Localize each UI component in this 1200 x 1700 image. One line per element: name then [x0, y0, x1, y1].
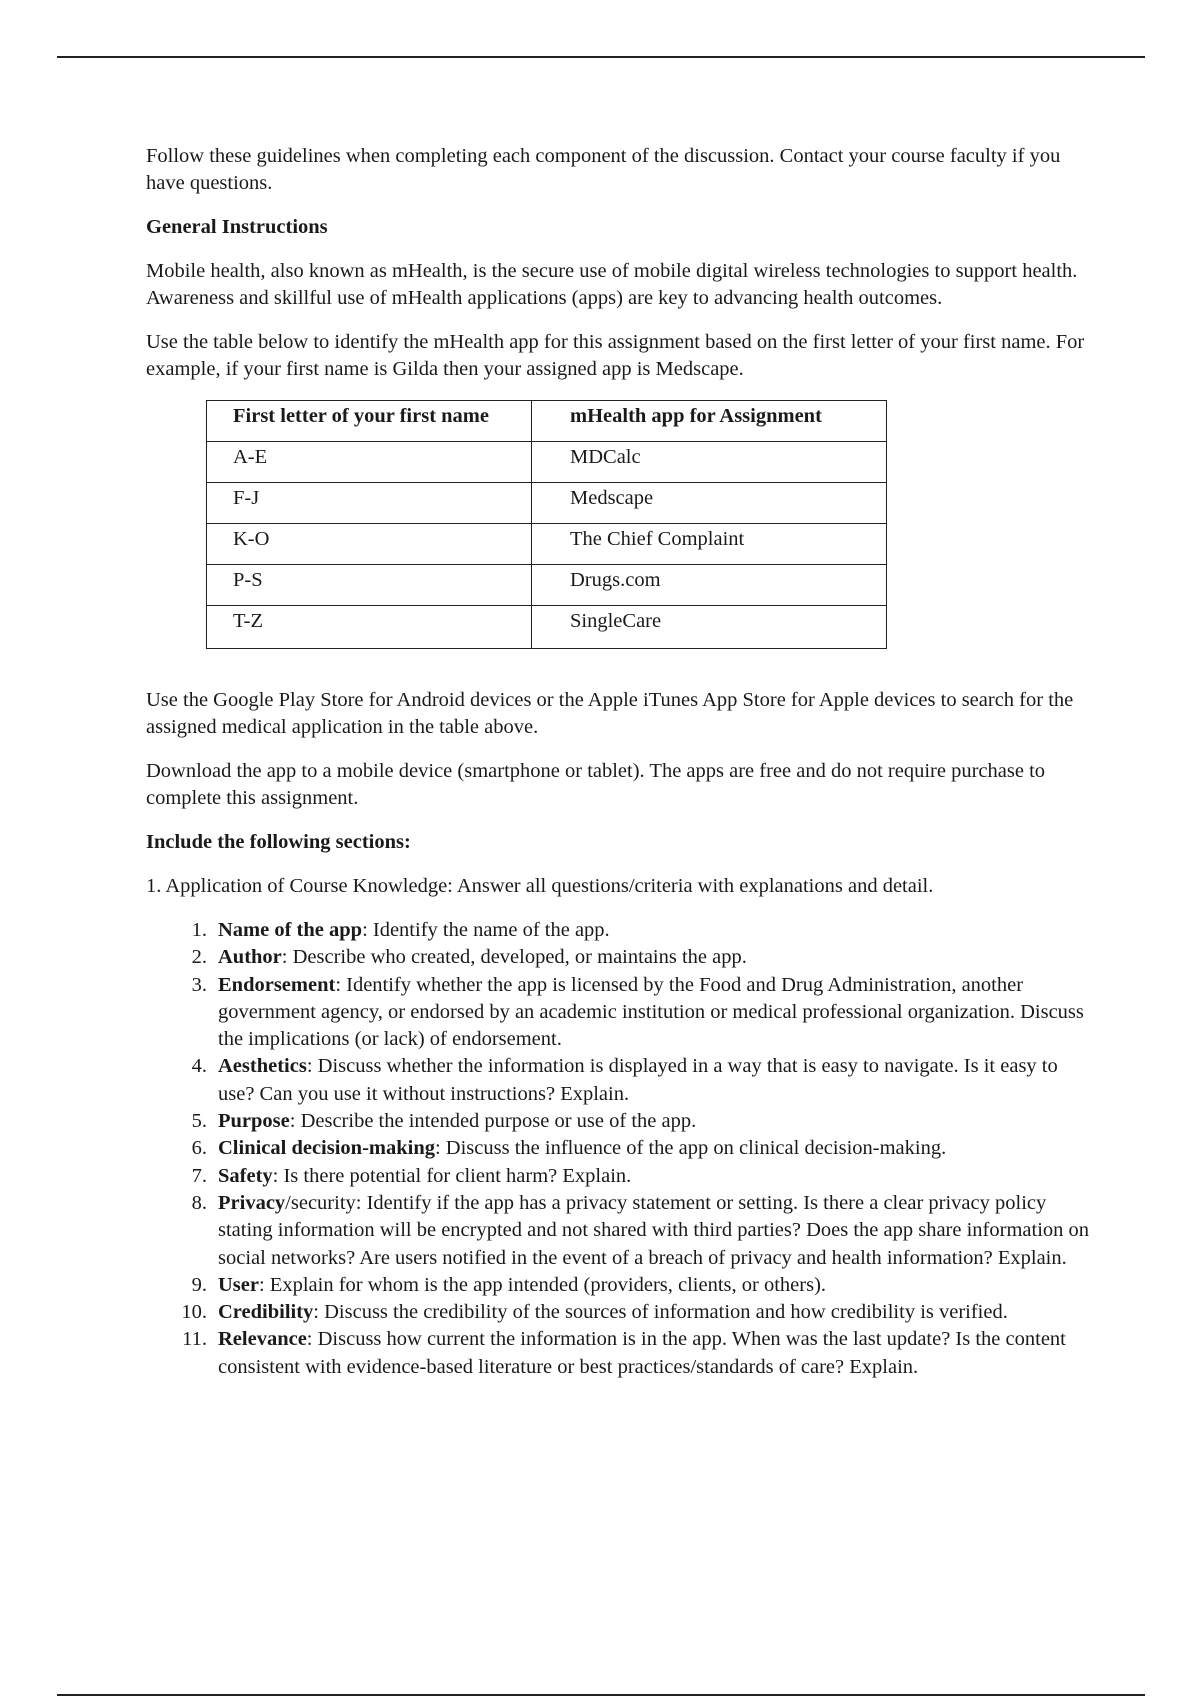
item-term: Safety	[218, 1164, 273, 1187]
item-term: Privacy	[218, 1191, 286, 1214]
item-term: Endorsement	[218, 973, 336, 996]
download-paragraph: Download the app to a mobile device (smartphone or tablet). The apps are free and do not require purchase to complete this assignment.	[146, 760, 1046, 809]
item-text: : Discuss how current the information is in the app. When was the last update? Is the content consistent with evidence-based literature or best practices/standards of care? Explain.	[218, 1328, 1066, 1378]
item-text: : Discuss the influence of the app on clinical decision-making.	[434, 1137, 947, 1160]
item-text: : Identify whether the app is licensed by the Food and Drug Administration, another government agency, or endorsed by an academic institution or medical professional organization. Discuss the implications (or lack) of endorsement.	[218, 973, 1084, 1051]
item-text: : Is there potential for client harm? Explain.	[272, 1164, 632, 1187]
list-item	[180, 1108, 1096, 1135]
letter-range-cell: P-S	[207, 565, 532, 606]
sections-heading: Include the following sections:	[146, 831, 411, 853]
app-name-cell: Medscape	[532, 483, 887, 524]
letter-range-cell: T-Z	[207, 606, 532, 649]
table-row	[207, 524, 887, 565]
app-name-cell: Drugs.com	[532, 565, 887, 606]
item-number: 11.	[182, 1328, 207, 1351]
item-term: User	[218, 1273, 259, 1296]
table-header-row	[207, 401, 887, 442]
intro-paragraph: Follow these guidelines when completing each component of the discussion. Contact your course faculty if you have questions.	[146, 145, 1061, 194]
item-term: Credibility	[218, 1301, 314, 1324]
item-term: Relevance	[218, 1328, 307, 1351]
app-name-cell: MDCalc	[532, 442, 887, 483]
item-number: 3.	[191, 973, 207, 996]
item-number: 10.	[181, 1301, 207, 1324]
item-number: 8.	[191, 1191, 207, 1214]
list-item	[180, 944, 1096, 971]
list-item	[180, 1326, 1096, 1381]
table-row	[207, 483, 887, 524]
letter-range-cell: A-E	[207, 442, 532, 483]
header-rule	[57, 56, 1145, 58]
item-text: : Identify the name of the app.	[362, 919, 610, 941]
list-item	[180, 917, 1096, 944]
item-number: 2.	[191, 946, 207, 969]
item-term: Clinical decision-making	[218, 1137, 435, 1160]
letter-range-cell: K-O	[207, 524, 532, 565]
section-1-heading: 1. Application of Course Knowledge: Answer all questions/criteria with explanations and detail.	[146, 875, 934, 897]
letter-range-cell: F-J	[207, 483, 532, 524]
list-item	[180, 1163, 1096, 1190]
column-header-app: mHealth app for Assignment	[532, 401, 887, 442]
item-text: : Discuss whether the information is displayed in a way that is easy to navigate. Is it easy to use? Can you use it without instructions? Explain.	[218, 1055, 1058, 1105]
item-number: 5.	[191, 1110, 207, 1133]
table-intro-paragraph: Use the table below to identify the mHealth app for this assignment based on the first letter of your first name. For example, if your first name is Gilda then your assigned app is Medscape.	[146, 331, 1085, 380]
document-body	[146, 143, 1096, 1381]
table-row	[207, 565, 887, 606]
item-number: 6.	[191, 1137, 207, 1160]
criteria-list	[180, 917, 1096, 1381]
app-name-cell: The Chief Complaint	[532, 524, 887, 565]
item-term: Name of the app	[218, 919, 363, 941]
item-term: Author	[218, 946, 282, 969]
app-assignment-table	[206, 400, 887, 649]
item-text: /security: Identify if the app has a privacy statement or setting. Is there a clear privacy policy stating information will be encrypted and not shared with third parties? Does the app share information on social networks? Are users notified in the event of a breach of privacy and health information? Explain.	[218, 1191, 1090, 1269]
item-term: Aesthetics	[218, 1055, 307, 1078]
item-number: 4.	[191, 1055, 207, 1078]
item-term: Purpose	[218, 1110, 290, 1133]
list-item	[180, 1272, 1096, 1299]
list-item	[180, 1190, 1096, 1272]
item-text: : Discuss the credibility of the sources of information and how credibility is verified.	[313, 1301, 1008, 1324]
item-text: : Describe who created, developed, or maintains the app.	[281, 946, 747, 969]
item-number: 9.	[191, 1273, 207, 1296]
list-item	[180, 1135, 1096, 1162]
list-item	[180, 972, 1096, 1054]
app-name-cell: SingleCare	[532, 606, 887, 649]
table-row	[207, 442, 887, 483]
item-number: 1.	[191, 919, 207, 941]
list-item	[180, 1299, 1096, 1326]
general-instructions-heading: General Instructions	[146, 216, 328, 238]
footer-rule	[57, 1694, 1145, 1696]
store-paragraph: Use the Google Play Store for Android devices or the Apple iTunes App Store for Apple devices to search for the assigned medical application in the table above.	[146, 689, 1074, 738]
item-number: 7.	[191, 1164, 207, 1187]
item-text: : Explain for whom is the app intended (providers, clients, or others).	[258, 1273, 827, 1296]
mhealth-paragraph: Mobile health, also known as mHealth, is the secure use of mobile digital wireless technologies to support health. Awareness and skillful use of mHealth applications (apps) are key to advancing health outcomes.	[146, 260, 1078, 309]
item-text: : Describe the intended purpose or use of the app.	[289, 1110, 697, 1133]
column-header-first-letter: First letter of your first name	[207, 401, 532, 442]
table-row	[207, 606, 887, 649]
list-item	[180, 1053, 1096, 1108]
